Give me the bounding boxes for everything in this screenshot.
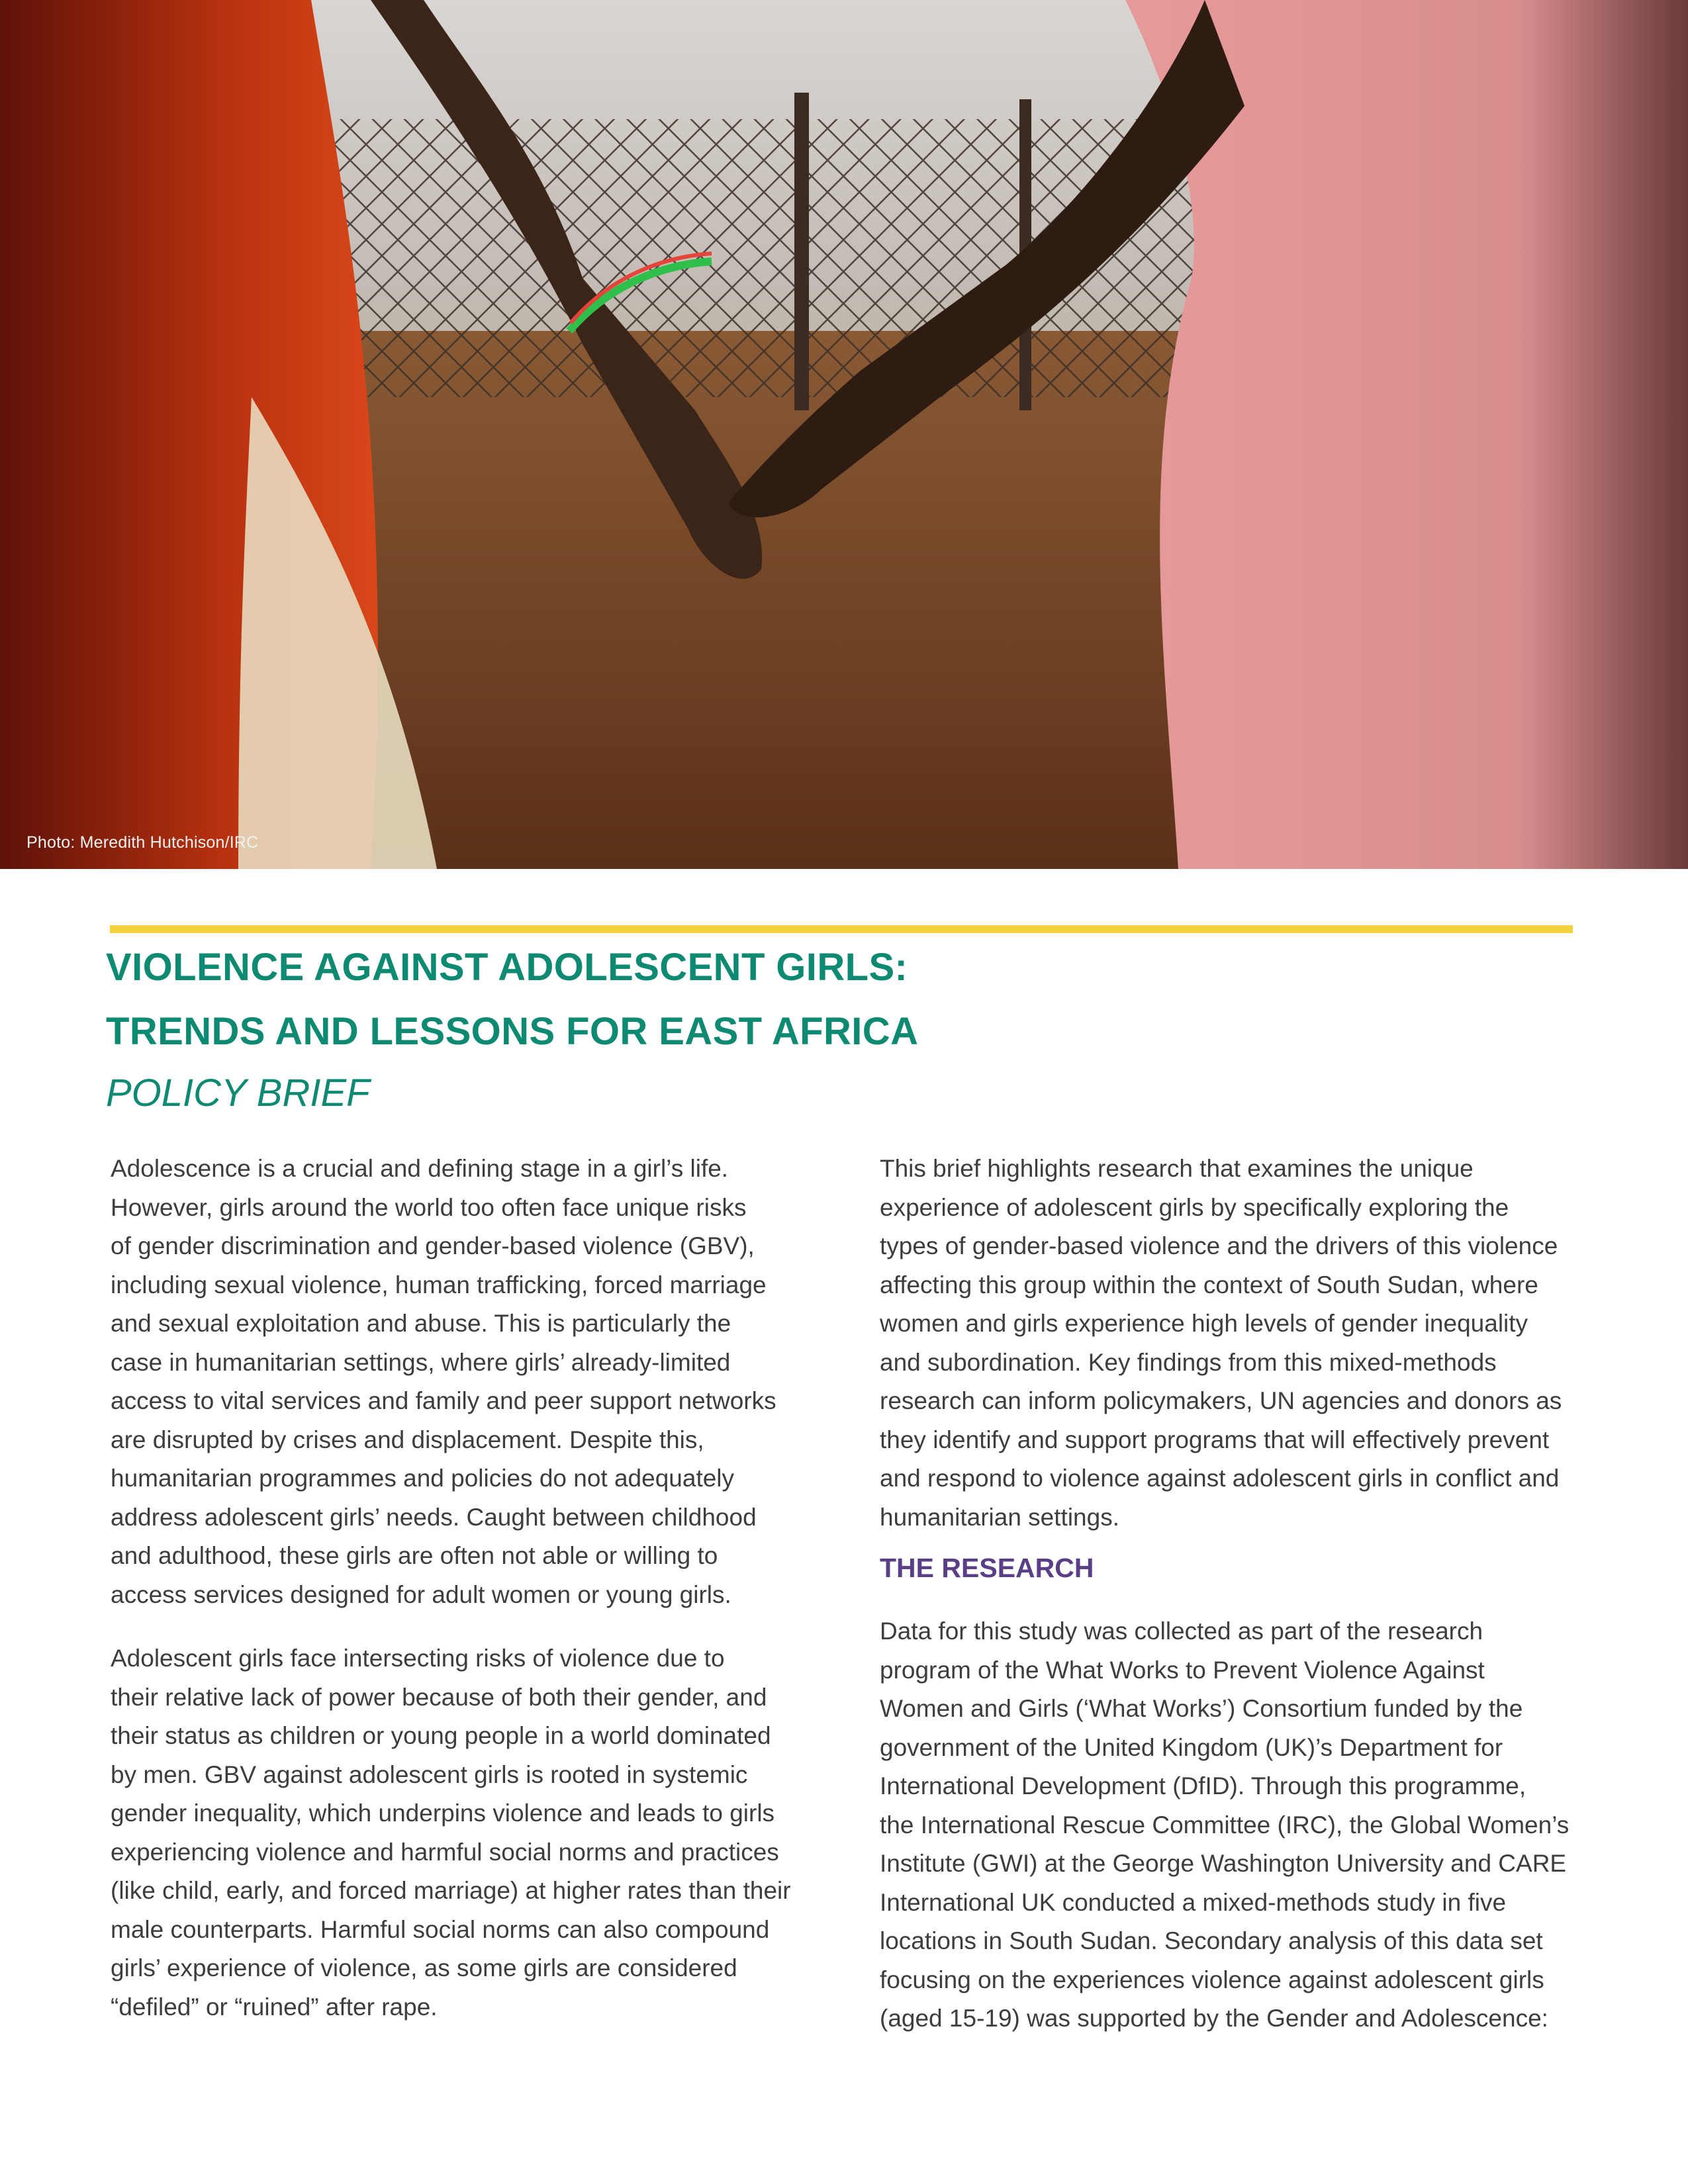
left-paragraph-2 [111, 1639, 852, 2026]
text-line: male counterparts. Harmful social norms can also compound [111, 1915, 770, 1943]
text-line: including sexual violence, human trafficking, forced marriage [111, 1271, 767, 1298]
hero-photo-illustration [0, 0, 1688, 869]
hero-photo [0, 0, 1688, 869]
left-paragraph-1 [111, 1150, 852, 1614]
text-line: case in humanitarian settings, where girls’ already-limited [111, 1348, 731, 1376]
text-line: International UK conducted a mixed-methods study in five [880, 1888, 1507, 1916]
text-line: focusing on the experiences violence against adolescent girls [880, 1966, 1544, 1993]
text-line: women and girls experience high levels of gender inequality [880, 1310, 1528, 1337]
text-line: are disrupted by crises and displacement. Despite this, [111, 1426, 704, 1453]
text-line: their relative lack of power because of both their gender, and [111, 1683, 767, 1711]
left-column [111, 1150, 852, 2026]
text-line: types of gender-based violence and the drivers of this violence [880, 1232, 1558, 1259]
right-paragraph-2 [880, 1612, 1601, 2038]
text-line: government of the United Kingdom (UK)’s Department for [880, 1733, 1503, 1761]
text-line: their status as children or young people in a world dominated [111, 1722, 771, 1749]
text-line: Adolescence is a crucial and defining stage in a girl’s life. [111, 1155, 729, 1182]
text-line: access to vital services and family and peer support networks [111, 1387, 776, 1414]
paragraph-gap [111, 1614, 852, 1639]
right-column [880, 1150, 1601, 2038]
text-line: “defiled” or “ruined” after rape. [111, 1993, 438, 2021]
text-line: and subordination. Key findings from this mixed-methods [880, 1348, 1497, 1376]
text-line: Women and Girls (‘What Works’) Consortium funded by the [880, 1695, 1523, 1722]
text-line: access services designed for adult women or young girls. [111, 1580, 731, 1608]
page-title-line2: TRENDS AND LESSONS FOR EAST AFRICA [106, 1010, 919, 1053]
text-line: Adolescent girls face intersecting risks of violence due to [111, 1645, 725, 1672]
text-line: of gender discrimination and gender-based violence (GBV), [111, 1232, 755, 1259]
text-line: humanitarian settings. [880, 1503, 1119, 1531]
text-line: and respond to violence against adolescent girls in conflict and [880, 1465, 1560, 1492]
page-subtitle: POLICY BRIEF [106, 1071, 370, 1115]
text-line: However, girls around the world too often face unique risks [111, 1193, 747, 1221]
text-line: (like child, early, and forced marriage) at higher rates than their [111, 1877, 791, 1904]
text-line: and sexual exploitation and abuse. This is particularly the [111, 1310, 731, 1337]
text-line: the International Rescue Committee (IRC), the Global Women’s [880, 1811, 1570, 1839]
text-line: locations in South Sudan. Secondary analysis of this data set [880, 1927, 1543, 1954]
text-line: International Development (DfID). Through this programme, [880, 1772, 1526, 1799]
text-line: affecting this group within the context of South Sudan, where [880, 1271, 1538, 1298]
text-line: they identify and support programs that will effectively prevent [880, 1426, 1550, 1453]
text-line: Data for this study was collected as part of the research [880, 1617, 1483, 1645]
text-line: experiencing violence and harmful social norms and practices [111, 1838, 779, 1866]
title-rule [110, 925, 1573, 933]
text-line: Institute (GWI) at the George Washington University and CARE [880, 1850, 1567, 1877]
text-line: program of the What Works to Prevent Violence Against [880, 1656, 1485, 1684]
text-line: (aged 15-19) was supported by the Gender and Adolescence: [880, 2005, 1548, 2032]
text-line: address adolescent girls’ needs. Caught between childhood [111, 1503, 757, 1531]
text-line: and adulthood, these girls are often not able or willing to [111, 1542, 718, 1569]
page-title-line1: VIOLENCE AGAINST ADOLESCENT GIRLS: [106, 946, 908, 989]
text-line: experience of adolescent girls by specifically exploring the [880, 1193, 1509, 1221]
text-line: gender inequality, which underpins violence and leads to girls [111, 1799, 775, 1827]
section-heading-research: THE RESEARCH [880, 1553, 1094, 1583]
text-line: research can inform policymakers, UN agencies and donors as [880, 1387, 1562, 1414]
text-line: by men. GBV against adolescent girls is rooted in systemic [111, 1760, 748, 1788]
text-line: This brief highlights research that examines the unique [880, 1155, 1474, 1182]
text-line: girls’ experience of violence, as some girls are considered [111, 1954, 737, 1981]
text-line: humanitarian programmes and policies do not adequately [111, 1465, 735, 1492]
right-paragraph-1 [880, 1150, 1601, 1537]
photo-credit: Photo: Meredith Hutchison/IRC [26, 833, 259, 852]
